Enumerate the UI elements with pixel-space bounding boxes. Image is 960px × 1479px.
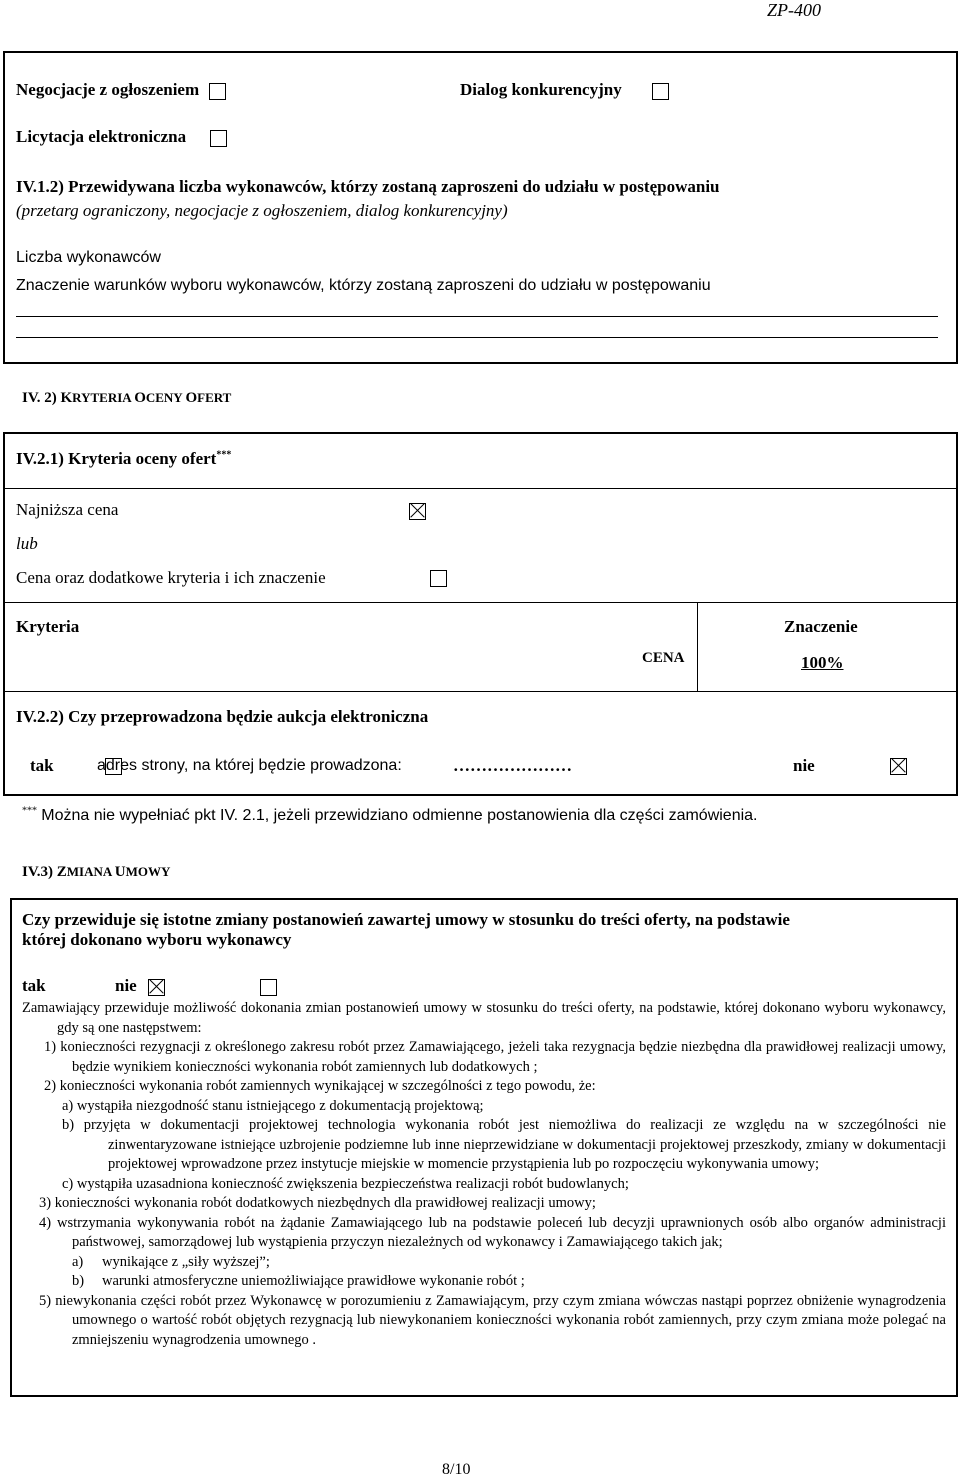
dialog-label: Dialog konkurencyjny bbox=[460, 80, 622, 99]
adres-strony-dots[interactable]: ………………… bbox=[453, 756, 572, 775]
contract-change-question: Czy przewiduje się istotne zmiany postanowień zawartej umowy w stosunku do treści oferty, na podstawie której dokonano wyboru wykonawcy bbox=[22, 910, 790, 949]
adres-strony-label: adres strony, na której będzie prowadzona: bbox=[97, 757, 402, 774]
section-iv-1-2-subtitle: (przetarg ograniczony, negocjacje z ogłoszeniem, dialog konkurencyjny) bbox=[16, 201, 508, 220]
answer-line-2 bbox=[16, 337, 938, 338]
criterion-weight: 100% bbox=[801, 653, 844, 672]
footnote-text: Można nie wypełniać pkt IV. 2.1, jeżeli przewidziano odmienne postanowienia dla części zamówienia. bbox=[41, 807, 758, 824]
licytacja-label: Licytacja elektroniczna bbox=[16, 127, 187, 146]
lub-label: lub bbox=[16, 534, 38, 553]
footnote bbox=[22, 805, 758, 825]
aukcja-tak-label: tak bbox=[30, 756, 54, 775]
change-list bbox=[22, 999, 946, 1350]
divider bbox=[4, 488, 956, 489]
list-item-4: 4) wstrzymania wykonywania robót na żądanie Zamawiającego lub na podstawie poleceń lub decyzji uprawnionych osób albo organów administracji państwowej, samorządowej lub wystąpienia przyczyn niezależnych od wykonawcy i Zamawiającego takich jak; bbox=[39, 1214, 946, 1250]
section-iv-2-2-title: IV.2.2) Czy przeprowadzona będzie aukcja elektroniczna bbox=[16, 707, 429, 726]
najnizsza-cena-checkbox[interactable] bbox=[409, 503, 426, 520]
list-item-2c: c) wystąpiła uzasadniona konieczność zwiększenia bezpieczeństwa realizacji robót budowlanych; bbox=[62, 1175, 629, 1192]
dialog-row bbox=[460, 80, 669, 100]
znaczenie-warunkow-label: Znaczenie warunków wyboru wykonawców, którzy zostaną zaproszeni do udziału w postępowaniu bbox=[16, 277, 711, 294]
table-vline bbox=[697, 602, 698, 691]
list-item-3: 3) konieczności wykonania robót dodatkowych niezbędnych dla prawidłowej realizacji umowy; bbox=[39, 1195, 596, 1211]
section-iv-3-heading: IV.3) ZMIANA UMOWY bbox=[22, 864, 171, 880]
divider bbox=[4, 602, 956, 603]
zmiana-nie-label: nie bbox=[115, 976, 137, 995]
page-number: 8/10 bbox=[442, 1461, 471, 1478]
answer-line-1 bbox=[16, 316, 938, 317]
znaczenie-header: Znaczenie bbox=[784, 617, 858, 636]
aukcja-nie-checkbox[interactable] bbox=[890, 758, 907, 775]
list-item-5: 5) niewykonania części robót przez Wykonawcę w porozumieniu z Zamawiającym, przy czym zmiana wówczas nastąpi poprzez obniżenie wynagrodzenia umownego o wartość robót objętych rezygnacją lub niewykonaniem konieczności wykonania robót zamiennych, przy czym zmiana może polegać na zmniejszeniu wynagrodzenia umownego . bbox=[39, 1292, 946, 1348]
liczba-label: Liczba wykonawców bbox=[16, 249, 161, 266]
footnote-mark: *** bbox=[22, 805, 37, 817]
aukcja-nie-label: nie bbox=[793, 756, 815, 775]
kryteria-header: Kryteria bbox=[16, 617, 80, 636]
dialog-checkbox[interactable] bbox=[652, 83, 669, 100]
form-code: ZP-400 bbox=[767, 0, 821, 20]
section-iv-1-2-title: IV.1.2) Przewidywana liczba wykonawców, którzy zostaną zaproszeni do udziału w postępowaniu bbox=[16, 177, 720, 196]
zmiana-tak-label: tak bbox=[22, 976, 46, 995]
licytacja-checkbox[interactable] bbox=[210, 130, 227, 147]
negocjacje-label: Negocjacje z ogłoszeniem bbox=[16, 80, 200, 99]
section-iv-2-1-title: IV.2.1) Kryteria oceny ofert*** bbox=[16, 449, 232, 468]
cena-oraz-label: Cena oraz dodatkowe kryteria i ich znaczenie bbox=[16, 568, 326, 587]
list-item-4b: b) warunki atmosferyczne uniemożliwiające prawidłowe wykonanie robót ; bbox=[72, 1273, 525, 1289]
licytacja-row bbox=[16, 127, 227, 147]
najnizsza-cena-label: Najniższa cena bbox=[16, 500, 119, 519]
intro-text: Zamawiający przewiduje możliwość dokonania zmian postanowień umowy w stosunku do treści oferty, na podstawie, której dokonano wyboru wykonawcy, gdy są one następstwem: bbox=[22, 1000, 946, 1036]
list-item-4a: a) wynikające z „siły wyższej”; bbox=[72, 1253, 270, 1270]
zmiana-nie-checkbox[interactable] bbox=[260, 979, 277, 996]
negocjacje-row bbox=[16, 80, 226, 100]
negocjacje-checkbox[interactable] bbox=[209, 83, 226, 100]
section-iv-2-heading: IV. 2) KRYTERIA OCENY OFERT bbox=[22, 390, 232, 406]
list-item-1: 1) konieczności rezygnacji z określonego zakresu robót przez Zamawiającego, jeżeli taka rezygnacja będzie niezbędna dla prawidłowej realizacji umowy, będzie wynikiem konieczności wykonania robót zamiennych lub dodatkowych ; bbox=[44, 1039, 946, 1075]
criterion-name: CENA bbox=[642, 650, 685, 666]
zmiana-tak-checkbox[interactable] bbox=[148, 979, 165, 996]
criteria-box bbox=[3, 432, 958, 796]
divider bbox=[4, 691, 956, 692]
cena-oraz-checkbox[interactable] bbox=[430, 570, 447, 587]
list-item-2: 2) konieczności wykonania robót zamiennych wynikającej w szczególności z tego powodu, że: bbox=[44, 1078, 596, 1094]
list-item-2b: b) przyjęta w dokumentacji projektowej technologia wykonania robót jest niemożliwa do realizacji ze względu na w szczególności nie zinwentaryzowane istniejące uzbrojenie podziemne lub inne nieprzewidziane w dokumentacji projektowej przeszkody, zmiany w dokumentacji projektowej wprowadzone przez instytucje miejskie w momencie przystąpienia lub po rozpoczęciu wykonywania umowy; bbox=[62, 1117, 946, 1172]
list-item-2a: a) wystąpiła niezgodność stanu istniejącego z dokumentacją projektową; bbox=[62, 1097, 484, 1114]
